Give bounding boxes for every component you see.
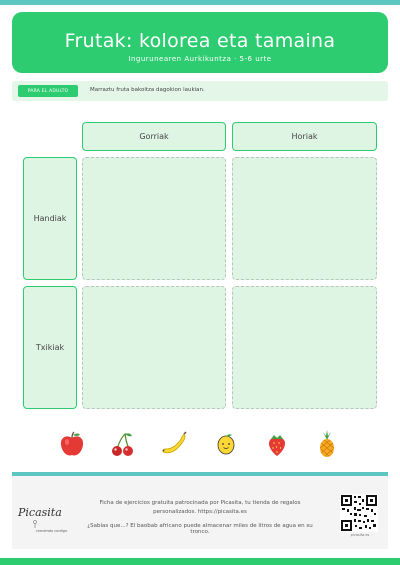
header-banner xyxy=(12,12,388,73)
top-accent-bar xyxy=(0,0,400,5)
logo-tagline: creciendo contigo xyxy=(36,529,68,533)
row-header-txikiak: Txikiak xyxy=(23,286,77,409)
drawing-cell-handiak-horiak[interactable] xyxy=(232,157,377,280)
drawing-cell-handiak-gorriak[interactable] xyxy=(82,157,226,280)
column-header-horiak: Horiak xyxy=(232,122,377,151)
apple-icon xyxy=(58,430,86,458)
drawing-cell-txikiak-gorriak[interactable] xyxy=(82,286,226,409)
qr-code-icon[interactable] xyxy=(340,494,378,532)
instruction-text: Marraztu fruta bakoitza dagokion laukian. xyxy=(90,87,205,93)
page-title: Frutak: kolorea eta tamaina xyxy=(64,30,336,52)
strawberry-icon xyxy=(263,430,291,458)
lemon-icon xyxy=(212,430,240,458)
cherries-icon xyxy=(108,430,136,458)
footer xyxy=(12,476,388,549)
bottom-accent-bar xyxy=(0,558,400,565)
sponsor-text: Ficha de ejercicios gratuita patrocinada por Picasita, tu tienda de regalos xyxy=(99,500,301,506)
drawing-cell-txikiak-horiak[interactable] xyxy=(232,286,377,409)
adult-badge: PARA EL ADULTO xyxy=(18,85,78,97)
qr-caption: picasita.es xyxy=(350,533,370,537)
flower-icon xyxy=(32,520,38,528)
row-header-handiak: Handiak xyxy=(23,157,77,280)
column-header-gorriak: Gorriak xyxy=(82,122,226,151)
instruction-bar xyxy=(12,81,388,101)
picasita-logo: Picasita xyxy=(18,506,62,519)
fun-fact: ¿Sabías que...? El baobab africano puede almacenar miles de litros de agua en su tronco. xyxy=(87,523,313,535)
pineapple-icon xyxy=(313,430,341,458)
sponsor-link[interactable]: personalizados. https://picasita.es xyxy=(153,509,247,515)
banana-icon xyxy=(160,430,188,458)
page-subtitle: Ingurunearen Aurkikuntza · 5-6 urte xyxy=(128,55,272,63)
